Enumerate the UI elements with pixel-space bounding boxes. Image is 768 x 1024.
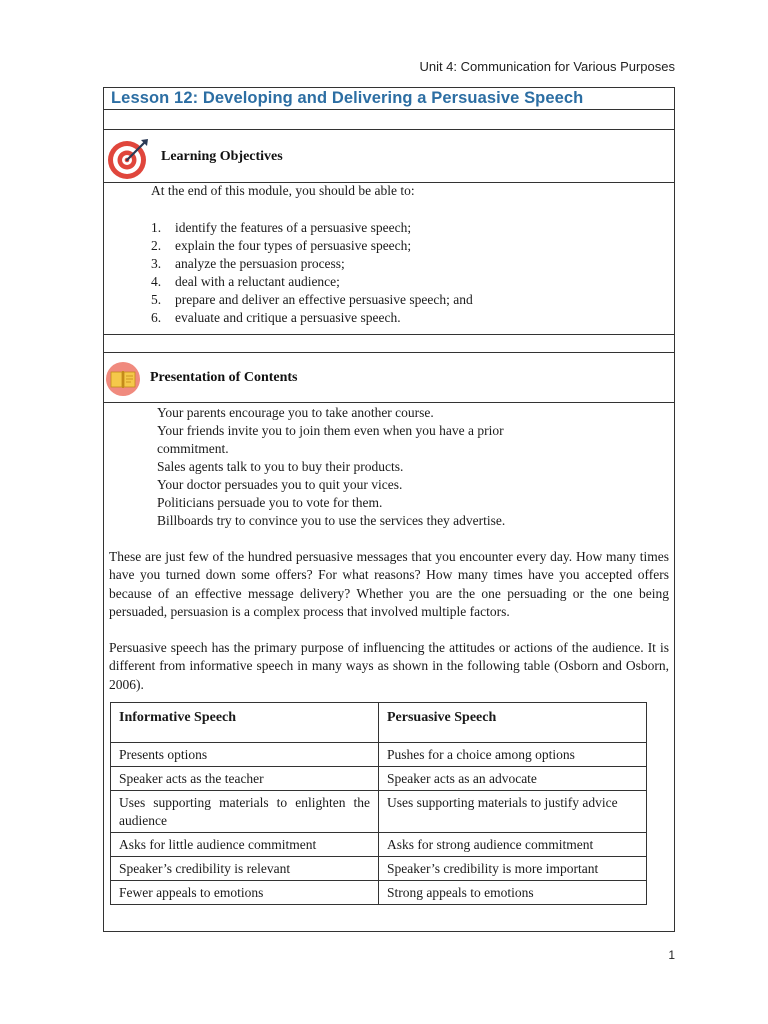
table-row	[111, 881, 647, 905]
table-row	[111, 743, 647, 767]
divider	[104, 402, 674, 403]
body-paragraph: These are just few of the hundred persuasive messages that you encounter every day. How many times have you turned down some offers? For what reasons? How many times have you accepted offers because of an effective message delivery? Whether you are the one persuading or the one being persuaded, persuasion is a complex process that involved multiple factors.	[109, 549, 669, 619]
table-cell: Speaker acts as an advocate	[379, 767, 647, 791]
list-item: Your doctor persuades you to quit your vices.	[157, 477, 403, 492]
list-item: 2. explain the four types of persuasive speech;	[151, 238, 412, 253]
list-item: Politicians persuade you to vote for them.	[157, 495, 383, 510]
divider	[104, 129, 674, 130]
learning-objectives-heading: Learning Objectives	[161, 149, 283, 164]
table-cell: Strong appeals to emotions	[379, 881, 647, 905]
target-icon	[106, 136, 152, 182]
objectives-list	[151, 219, 473, 327]
list-item: Your friends invite you to join them even when you have a prior commitment.	[157, 423, 504, 456]
table-row	[111, 857, 647, 881]
list-item: Your parents encourage you to take another course.	[157, 405, 434, 420]
table-cell: Presents options	[111, 743, 379, 767]
persuasion-examples-list	[157, 404, 577, 530]
table-cell: Pushes for a choice among options	[379, 743, 647, 767]
open-book-icon	[105, 361, 141, 397]
table-row	[111, 767, 647, 791]
list-item: Sales agents talk to you to buy their products.	[157, 459, 404, 474]
table-cell: Speaker acts as the teacher	[111, 767, 379, 791]
list-item: Billboards try to convince you to use the services they advertise.	[157, 513, 506, 528]
comparison-table	[110, 702, 647, 905]
table-cell: Asks for strong audience commitment	[379, 833, 647, 857]
column-header: Persuasive Speech	[379, 703, 647, 743]
list-item: 1. identify the features of a persuasive speech;	[151, 220, 412, 235]
lesson-title: Lesson 12: Developing and Delivering a Persuasive Speech	[111, 89, 584, 107]
table-cell: Speaker’s credibility is more important	[379, 857, 647, 881]
divider	[104, 352, 674, 353]
table-row	[111, 833, 647, 857]
table-cell: Uses supporting materials to justify advice	[379, 791, 647, 833]
table-cell: Fewer appeals to emotions	[111, 881, 379, 905]
list-item: 3. analyze the persuasion process;	[151, 256, 345, 271]
divider	[104, 109, 674, 110]
unit-header: Unit 4: Communication for Various Purposes	[419, 59, 675, 74]
divider	[104, 334, 674, 335]
lesson-frame	[103, 87, 675, 932]
list-item: 6. evaluate and critique a persuasive speech.	[151, 310, 401, 325]
table-cell: Asks for little audience commitment	[111, 833, 379, 857]
table-cell: Speaker’s credibility is relevant	[111, 857, 379, 881]
table-row	[111, 791, 647, 833]
objectives-intro: At the end of this module, you should be able to:	[151, 183, 415, 198]
page-number: 1	[668, 948, 675, 962]
table-header-row	[111, 703, 647, 743]
list-item: 5. prepare and deliver an effective persuasive speech; and	[151, 292, 473, 307]
body-paragraph: Persuasive speech has the primary purpose of influencing the attitudes or actions of the audience. It is different from informative speech in many ways as shown in the following table (Osborn and Osborn, 2006).	[109, 640, 669, 692]
table-cell: Uses supporting materials to enlighten the audience	[111, 791, 379, 833]
column-header: Informative Speech	[111, 703, 379, 743]
presentation-of-contents-heading: Presentation of Contents	[150, 370, 298, 385]
list-item: 4. deal with a reluctant audience;	[151, 274, 340, 289]
